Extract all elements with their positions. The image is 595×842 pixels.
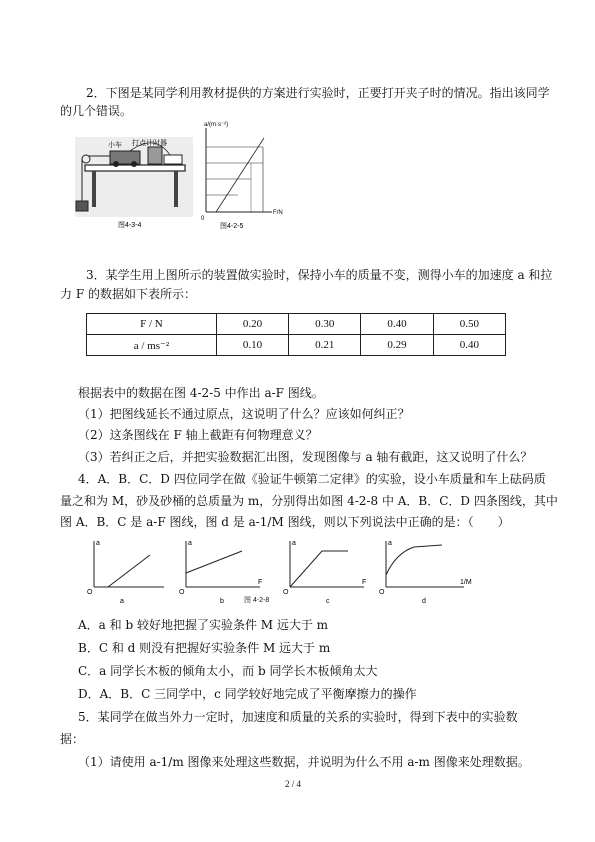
graph-b-xlabel: F	[258, 579, 263, 586]
q5-text-line1: 5．某同学在做当外力一定时，加速度和质量的关系的实验时，得到下表中的实验数	[78, 710, 518, 724]
fig-left-caption: 图4-3-4	[118, 222, 142, 229]
graph-a-ylabel: a	[96, 540, 100, 547]
graph-c	[282, 537, 372, 607]
graph-c-xlabel: F	[362, 579, 367, 586]
q3-sub1: （1）把图线延长不通过原点，这说明了什么？应该如何纠正？	[78, 407, 410, 421]
table-cell: 0.40	[361, 314, 433, 335]
q2-text-line2: 的几个错误。	[60, 104, 133, 118]
fit-line	[216, 138, 264, 212]
graph-c-caption: c	[326, 598, 330, 605]
graph-d-caption: d	[422, 598, 426, 605]
q4-text-line1: 4．A．B．C．D 四位同学在做《验证牛顿第二定律》的实验，设小车质量和车上砝码质	[78, 472, 546, 486]
sand-bucket	[76, 201, 88, 211]
q4-option-b: B．C 和 d 则没有把握好实验条件 M 远大于 m	[78, 641, 331, 655]
table-row	[87, 314, 506, 335]
fig-right-caption: 图4-2-5	[220, 223, 244, 230]
q4-text-line2: 量之和为 M，砂及砂桶的总质量为 m，分别得出如图 4-2-8 中 A．B．C．D 四条图线，其中	[60, 494, 558, 508]
af-grid-graph	[198, 120, 288, 230]
q3-after-table: 根据表中的数据在图 4-2-5 中作出 a-F 图线。	[78, 386, 324, 400]
q4-text-line3: 图 A．B．C 是 a-F 图线，图 d 是 a-1/M 图线，则以下列说法中正确的是：（ ）	[60, 515, 510, 529]
graph-ylabel: a/(m·s⁻²)	[204, 122, 229, 128]
graph-b-caption: b	[220, 598, 224, 605]
graph-a-origin: O	[87, 589, 93, 596]
graph-d	[378, 537, 478, 607]
q4-option-d: D．A．B．C 三同学中，c 同学较好地完成了平衡摩擦力的操作	[78, 687, 417, 701]
label-cart: 小车	[108, 142, 122, 149]
graph-xlabel: F/N	[273, 210, 283, 216]
apparatus-figure	[70, 135, 195, 230]
table-cell: 0.20	[216, 314, 288, 335]
weight-block	[148, 147, 162, 164]
q5-sub1: （1）请使用 a-1/m 图像来处理这些数据，并说明为什么不用 a-m 图像来处理数据。	[78, 755, 530, 769]
timer	[164, 155, 182, 164]
graph-a	[86, 537, 166, 607]
graph-d-ylabel: a	[388, 540, 392, 547]
graph-c-ylabel: a	[292, 540, 296, 547]
graph-a-caption: a	[120, 598, 124, 605]
graph-d-line	[386, 545, 442, 575]
q5-text-line2: 据：	[60, 732, 85, 746]
graph-d-origin: O	[379, 589, 385, 596]
q3-sub2: （2）这条图线在 F 轴上截距有何物理意义？	[78, 428, 318, 442]
q3-text-line2: 力 F 的数据如下表所示：	[60, 287, 196, 301]
table-cell: 0.21	[289, 335, 361, 356]
graph-b-ylabel: a	[188, 540, 192, 547]
q4-fig-caption: 图 4-2-8	[244, 597, 270, 604]
graph-c-origin: O	[283, 589, 289, 596]
graph-origin: 0	[201, 216, 205, 222]
q3-text-line1: 3．某学生用上图所示的装置做实验时，保持小车的质量不变，测得小车的加速度 a 和拉	[86, 268, 553, 282]
table-row	[87, 335, 506, 356]
graph-a-line	[108, 555, 150, 587]
q2-text-line1: 2．下图是某同学利用教材提供的方案进行实验时，正要打开夹子时的情况。指出该同学	[86, 86, 550, 100]
graph-d-xlabel: 1/M	[460, 579, 472, 586]
table-cell: 0.40	[433, 335, 505, 356]
q3-sub3: （3）若纠正之后，并把实验数据汇出图，发现图像与 a 轴有截距，这又说明了什么？	[78, 450, 533, 464]
graph-c-line	[290, 551, 348, 587]
q4-option-c: C．a 同学长木板的倾角太小，而 b 同学长木板倾角太大	[78, 664, 378, 678]
q4-option-a: A．a 和 b 较好地把握了实验条件 M 远大于 m	[78, 618, 329, 632]
graph-b-origin: O	[179, 589, 185, 596]
graph-b-line	[186, 551, 242, 573]
table-cell: 0.30	[289, 314, 361, 335]
table-cell: 0.50	[433, 314, 505, 335]
page-number: 2 / 4	[285, 779, 302, 789]
label-timer: 打点计时器	[132, 140, 167, 147]
table-header-a: a / ms⁻²	[87, 335, 217, 356]
table-cell: 0.10	[216, 335, 288, 356]
table-cell: 0.29	[361, 335, 433, 356]
table-header-f: F / N	[87, 314, 217, 335]
af-data-table	[86, 313, 506, 356]
